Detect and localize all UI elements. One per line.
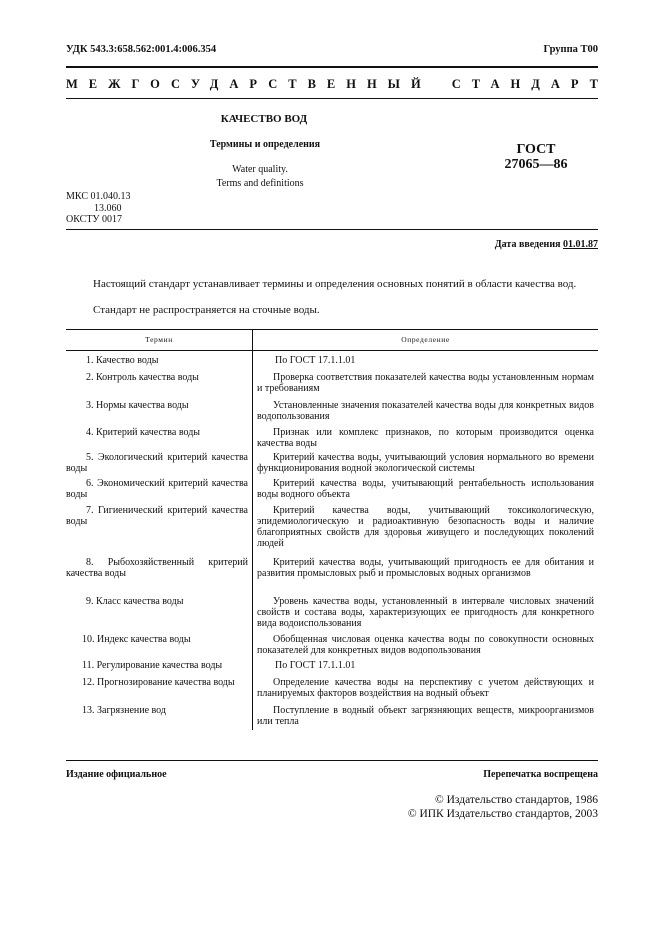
term-12: 12. Прогнозирование качества воды [82, 677, 235, 688]
table-top-rule [66, 329, 598, 330]
mks-code-secondary: 13.060 [94, 203, 122, 214]
term-2-label: 2. Контроль качества воды [86, 372, 199, 383]
scope-paragraph: Стандарт не распространяется на сточные воды. [93, 304, 320, 316]
term-13 [66, 705, 248, 716]
introduction-date-value: 01.01.87 [563, 239, 598, 250]
introduction-date-label: Дата введения [494, 239, 561, 250]
official-edition: Издание официальное [66, 769, 167, 780]
term-9-label: 9. Класс качества воды [86, 596, 184, 607]
definition-13: Поступление в водный объект загрязняющих веществ, микроорганизмов или тепла [257, 705, 594, 727]
gost-label: ГОСТ [516, 142, 556, 157]
gost-number: 27065—86 [504, 157, 568, 172]
term-11-label: 11. Регулирование качества воды [82, 660, 223, 671]
top-rule [66, 66, 598, 68]
reprint-notice: Перепечатка воспрещена [483, 769, 598, 780]
group-code: Группа Т00 [543, 44, 598, 55]
definition-3: Установленные значения показателей качества воды для конкретных видов водопользования [257, 400, 594, 422]
term-7: 7. Гигиенический критерий качества воды [66, 505, 248, 527]
introduction-date [495, 239, 598, 250]
term-13-label: 13. Загрязнение вод [82, 705, 166, 716]
column-header-definition: Определение [401, 335, 450, 344]
okstu-code: ОКСТУ 0017 [66, 214, 123, 225]
term-3-label: 3. Нормы качества воды [86, 400, 189, 411]
definition-5: Критерий качества воды, учитывающий условия нормального во времени функционирования водной экологической системы [257, 452, 594, 474]
definition-9: Уровень качества воды, установленный в интервале числовых значений свойств и состава воды, характеризующих ее пригодность для конкретного вида водоиспользования [257, 596, 594, 629]
term-4 [66, 427, 248, 438]
definition-10: Обобщенная числовая оценка качества воды по совокупности основных показателей для конкретных видов водопользования [257, 634, 594, 656]
document-subtitle: Термины и определения [209, 139, 321, 150]
definition-4: Признак или комплекс признаков, по которым производится оценка качества воды [257, 427, 594, 449]
mks-code: МКС 01.040.13 [66, 191, 131, 202]
definition-11: По ГОСТ 17.1.1.01 [275, 660, 356, 671]
term-11 [66, 660, 248, 671]
term-10-label: 10. Индекс качества воды [82, 634, 191, 645]
english-title-line2: Terms and definitions [216, 178, 304, 189]
banner-rule [66, 98, 598, 99]
definition-1: По ГОСТ 17.1.1.01 [275, 355, 356, 366]
udk-code: УДК 543.3:658.562:001.4:006.354 [66, 44, 217, 55]
column-header-term: Термин [145, 335, 173, 344]
definition-8: Критерий качества воды, учитывающий пригодность ее для обитания и развития промысловых рыб и промысловых водных организмов [257, 557, 594, 579]
term-3 [66, 400, 248, 411]
copyright-2003: © ИПК Издательство стандартов, 2003 [407, 808, 598, 820]
classification-rule [66, 229, 598, 230]
copyright-1986: © Издательство стандартов, 1986 [434, 794, 598, 806]
table-header-rule [66, 350, 598, 351]
definition-6: Критерий качества воды, учитывающий рентабельность использования воды водного объекта [257, 478, 594, 500]
term-9 [66, 596, 248, 607]
banner-interstate: МЕЖГОСУДАРСТВЕННЫЙ [66, 77, 432, 91]
footer-rule [66, 760, 598, 761]
term-6: 6. Экономический критерий качества воды [66, 478, 248, 500]
english-title-line1: Water quality. [232, 164, 288, 175]
document-title: КАЧЕСТВО ВОД [220, 113, 308, 125]
definition-12: Определение качества воды на перспективу с учетом действующих и планируемых факторов воздействия на водный объект [257, 677, 594, 699]
term-4-label: 4. Критерий качества воды [86, 427, 201, 438]
term-2 [66, 372, 248, 383]
term-10 [66, 634, 248, 645]
definition-7: Критерий качества воды, учитывающий токсикологическую, эпидемиологическую и радиоактивную безопасность воды и наличие благоприятных свойств для здоровья живущего и последующих поколений людей [257, 505, 594, 549]
term-8: 8. Рыбохозяйственный критерий качества воды [66, 557, 248, 579]
table-column-divider [252, 329, 253, 730]
term-1 [66, 355, 248, 366]
banner-standard: СТАНДАРТ [451, 77, 609, 91]
term-5: 5. Экологический критерий качества воды [66, 452, 248, 474]
definition-2: Проверка соответствия показателей качества воды установленным нормам и требованиям [257, 372, 594, 394]
intro-paragraph: Настоящий стандарт устанавливает термины и определения основных понятий в области качества вод. [93, 278, 577, 290]
term-1-label: 1. Качество воды [86, 355, 159, 366]
